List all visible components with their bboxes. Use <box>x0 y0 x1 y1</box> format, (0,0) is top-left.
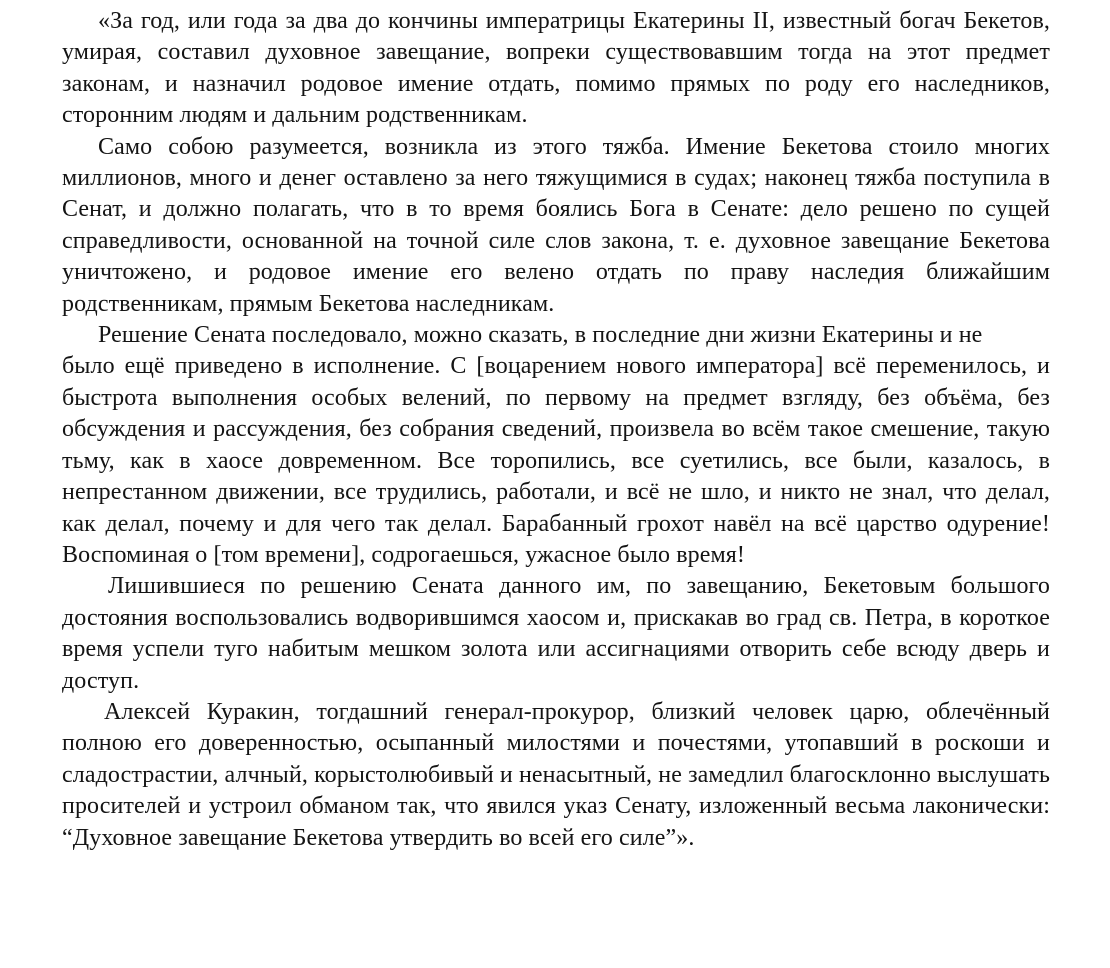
paragraph-4: было ещё приведено в исполнение. С [воцарением нового императора] всё переменилось, и быстрота выполнения особых велений, по первому на предмет взгляду, без объёма, без обсуждения и рассуждения, без собрания сведений, произвела во всём такое смешение, такую тьму, как в хаосе довременном. Все торопились, все суетились, все были, казалось, в непрестанном движении, все трудились, работали, и всё не шло, и никто не знал, что делал, как делал, почему и для чего так делал. Барабанный грохот навёл на всё царство одурение! Воспоминая о [том времени], содрогаешься, ужасное было время! <box>62 353 1050 568</box>
paragraph-6: Алексей Куракин, тогдашний генерал-прокурор, близкий человек царю, облечённый полною его доверенностью, осыпанный милостями и почестями, утопавший в роскоши и сладострастии, алчный, корыстолюбивый и ненасытный, не замедлил благосклонно выслушать просителей и устроил обманом так, что явился указ Сенату, изложенный весьма лаконически: “Духовное завещание Бекетова утвердить во всей его силе”». <box>62 698 1050 851</box>
paragraph-3: Решение Сената последовало, можно сказать, в последние дни жизни Екатерины и не <box>98 322 983 349</box>
paragraph-2: Само собою разумеется, возникла из этого тяжба. Имение Бекетова стоило многих миллионов, много и денег оставлено за него тяжущимися в судах; наконец тяжба поступила в Сенат, и должно полагать, что в то время боялись Бога в Сенате: дело решено по сущей справедливости, основанной на точной силе слов закона, т. е. духовное завещание Бекетова уничтожено, и родовое имение его велено отдать по праву наследия ближайшим родственникам, прямым Бекетова наследникам. <box>62 133 1050 317</box>
document-page <box>62 6 1050 854</box>
paragraph-1: «За год, или года за два до кончины императрицы Екатерины II, известный богач Бекетов, умирая, составил духовное завещание, вопреки существовавшим тогда на этот предмет законам, и назначил родовое имение отдать, помимо прямых по роду его наследников, сторонним людям и дальним родственникам. <box>62 8 1050 129</box>
paragraph-5: Лишившиеся по решению Сената данного им, по завещанию, Бекетовым большого достояния воспользовались водворившимся хаосом и, прискакав во град св. Петра, в короткое время успели туго набитым мешком золота или ассигнациями отворить себе всюду дверь и доступ. <box>62 573 1050 694</box>
